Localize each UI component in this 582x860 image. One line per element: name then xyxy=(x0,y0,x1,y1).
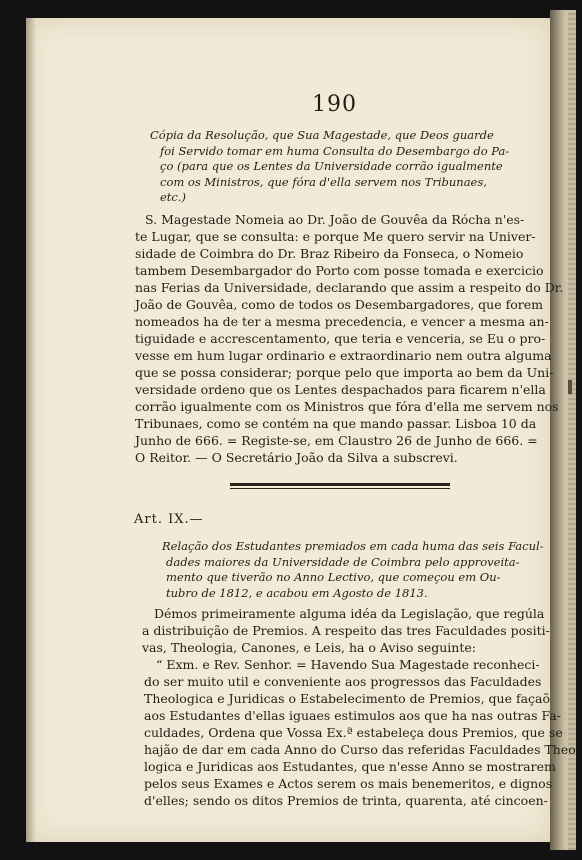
text-line: a distribuição de Premios. A respeito das tres Faculdades positi- xyxy=(142,623,550,638)
page-number: 190 xyxy=(312,92,357,117)
text-line: Junho de 666. = Registe-se, em Claustro 26 de Junho de 666. = xyxy=(135,433,538,448)
section-divider xyxy=(230,483,450,486)
text-line: que se possa considerar; porque pelo que importa ao bem da Uni- xyxy=(135,365,554,380)
text-line: vesse em hum lugar ordinario e extraordinario nem outra alguma xyxy=(135,348,552,363)
text-line: S. Magestade Nomeia ao Dr. João de Gouvêa da Rócha n'es- xyxy=(145,212,525,227)
relation-line: mento que tiverão no Anno Lectivo, que começou em Ou- xyxy=(166,570,501,584)
text-line: Démos primeiramente alguma idéa da Legislação, que regúla xyxy=(154,606,545,621)
page-gutter-shadow xyxy=(26,18,36,842)
text-line: do ser muito util e conveniente aos progressos das Faculdades xyxy=(144,674,542,689)
resolution-paragraph xyxy=(135,211,563,466)
legislation-paragraph xyxy=(142,605,550,656)
text-line: pelos seus Exames e Actos serem os mais benemeritos, e dignos xyxy=(144,776,553,791)
text-line: O Reitor. — O Secretário João da Silva a subscrevi. xyxy=(135,450,458,465)
text-line: versidade ordeno que os Lentes despachados para ficarem n'ella xyxy=(135,382,546,397)
relation-line: Relação dos Estudantes premiados em cada huma das seis Facul- xyxy=(162,539,544,553)
aviso-paragraph xyxy=(144,656,580,809)
relation-line: tubro de 1812, e acabou em Agosto de 1813. xyxy=(166,585,428,600)
text-line: nas Ferias da Universidade, declarando que assim a respeito do Dr. xyxy=(135,280,564,295)
margin-mark xyxy=(568,380,572,394)
relation-title xyxy=(162,539,544,601)
section-divider-thin xyxy=(230,488,450,489)
text-line: corrão igualmente com os Ministros que fóra d'ella me servem nos xyxy=(135,399,559,414)
text-line: Tribunaes, como se contém na que mando passar. Lisboa 10 da xyxy=(135,416,537,431)
text-line: João de Gouvêa, como de todos os Desembargadores, que forem xyxy=(135,297,543,312)
heading-line: etc.) xyxy=(160,190,187,204)
article-label: Art. IX.— xyxy=(134,512,204,527)
text-line: hajão de dar em cada Anno do Curso das referidas Faculdades Theo- xyxy=(144,742,580,757)
text-line: “ Exm. e Rev. Senhor. = Havendo Sua Magestade reconheci- xyxy=(156,657,540,672)
heading-line: ço (para que os Lentes da Universidade corrão igualmente xyxy=(160,159,503,173)
text-line: tambem Desembargador do Porto com posse tomada e exercicio xyxy=(135,263,544,278)
text-line: logica e Juridicas aos Estudantes, que n'esse Anno se mostrarem xyxy=(144,759,556,774)
text-line: vas, Theologia, Canones, e Leis, ha o Aviso seguinte: xyxy=(142,640,476,655)
heading-line: Cópia da Resolução, que Sua Magestade, que Deos guarde xyxy=(150,128,494,142)
relation-line: dades maiores da Universidade de Coimbra pelo approveita- xyxy=(166,554,520,569)
resolution-heading xyxy=(150,128,518,206)
text-line: aos Estudantes d'ellas iguaes estimulos aos que ha nas outras Fa- xyxy=(144,708,561,723)
text-line: Theologica e Juridicas o Estabelecimento de Premios, que façaõ xyxy=(144,691,551,706)
text-line: culdades, Ordena que Vossa Ex.ª estabeleça dous Premios, que se xyxy=(144,725,563,740)
text-line: sidade de Coimbra do Dr. Braz Ribeiro da Fonseca, o Nomeio xyxy=(135,246,524,261)
heading-line: foi Servido tomar em huma Consulta do Desembargo do Pa- xyxy=(160,143,510,158)
text-line: te Lugar, que se consulta: e porque Me quero servir na Univer- xyxy=(135,229,536,244)
heading-line: com os Ministros, que fóra d'ella servem nos Tribunaes, xyxy=(160,174,487,189)
text-line: d'elles; sendo os ditos Premios de trinta, quarenta, até cincoen- xyxy=(144,793,548,808)
text-line: nomeados ha de ter a mesma precedencia, e vencer a mesma an- xyxy=(135,314,549,329)
text-line: tiguidade e accrescentamento, que teria e venceria, se Eu o pro- xyxy=(135,331,546,346)
